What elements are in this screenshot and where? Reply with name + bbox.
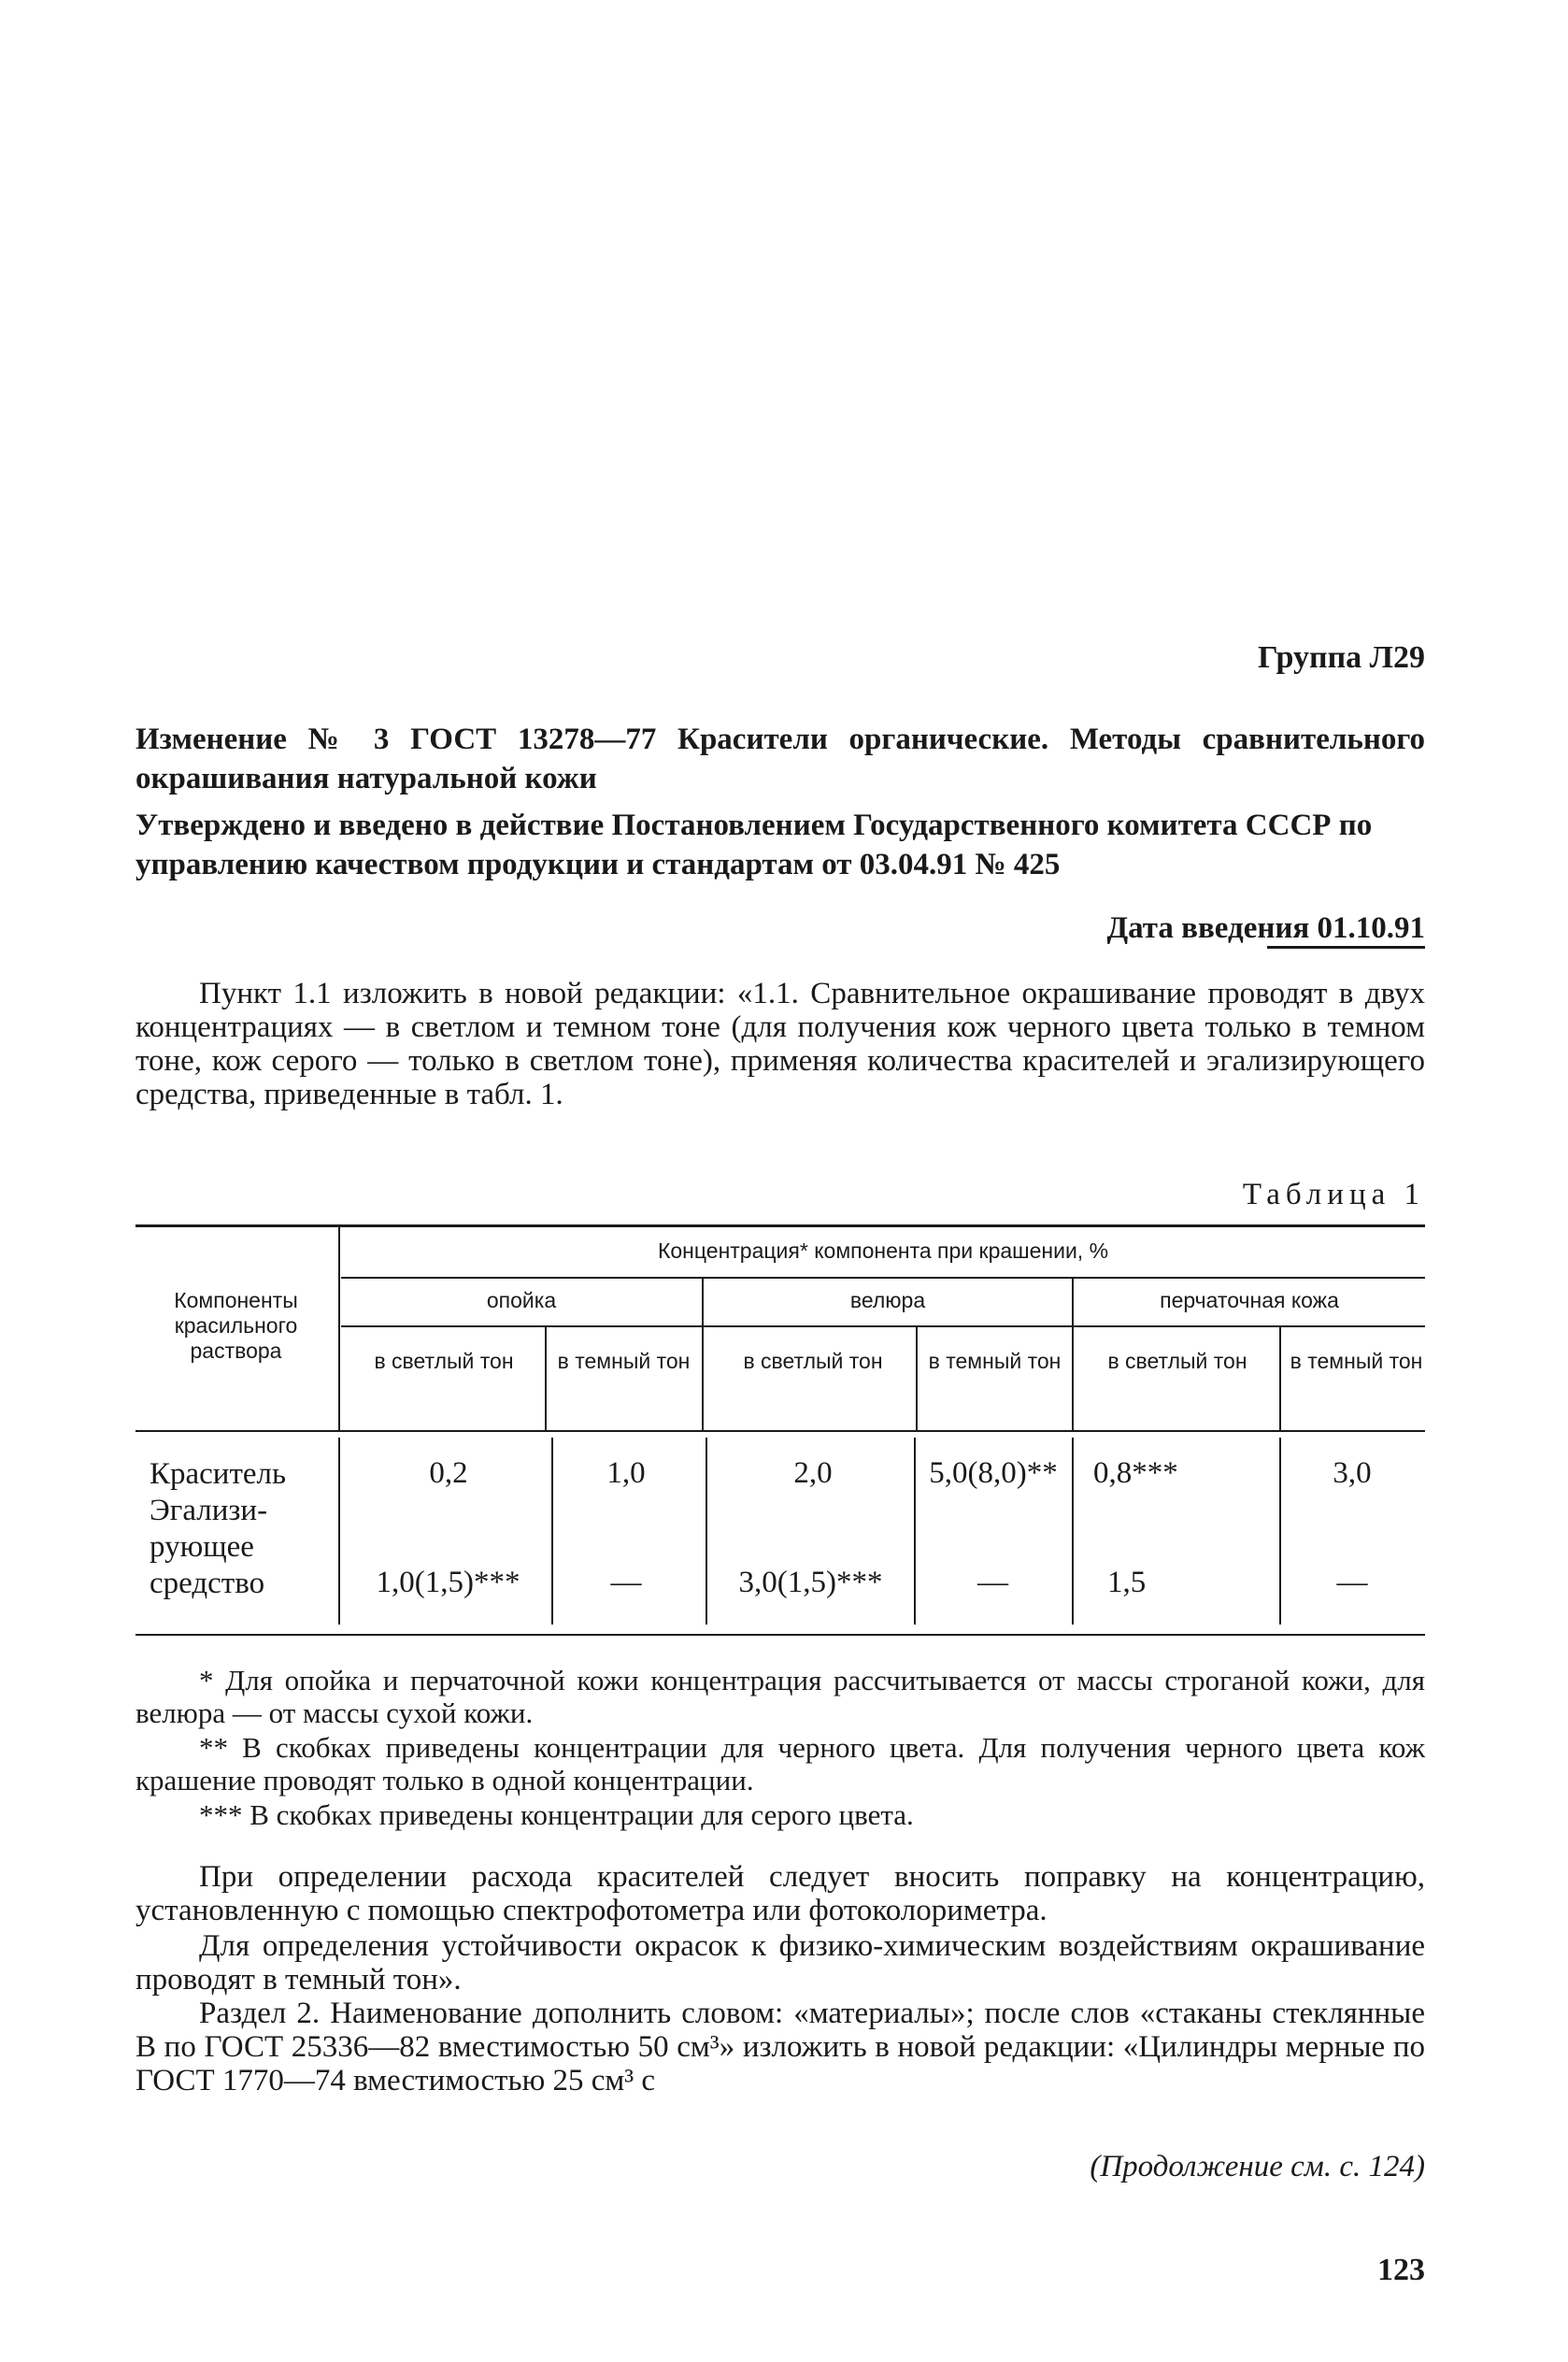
row-leveling-agent-line-3: средство [150,1567,265,1600]
paragraph-section-2: Раздел 2. Наименование дополнить словом: «материалы»; после слов «стаканы стеклянные В по ГОСТ 25336—82 вместимостью 50 см³» изложить в новой редакции: «Цилиндры мерные по ГОСТ 1770—74 вместимостью 25 см³ с [135,1997,1425,2097]
cell-leveling-glove-dark: — [1336,1566,1368,1599]
header-vline-0 [338,1226,340,1430]
cell-leveling-opoyka-dark: — [610,1566,642,1599]
row-leveling-agent-label [150,1493,336,1602]
footnote-2: ** В скобках приведены концентрации для черного цвета. Для получения черного цвета кож крашение проводят только в одной концентрации. [135,1731,1425,1797]
cell-leveling-glove-light: 1,5 [1107,1566,1147,1599]
tone-header-opoyka-dark: в темный тон [557,1349,691,1373]
intro-paragraph: Пункт 1.1 изложить в новой редакции: «1.1. Сравнительное окрашивание проводят в двух концентрациях — в светлом и темном тоне (для получения кож черного цвета только в темном тоне, кож серого — только в светлом тоне), применяя количества красителей и эгализирующего средства, приведенные в табл. 1. [135,977,1425,1111]
cell-dye-glove-light: 0,8*** [1093,1456,1178,1490]
footnote-3: *** В скобках приведены концентрации для серого цвета. [199,1798,914,1831]
cell-dye-opoyka-light: 0,2 [429,1456,468,1490]
material-header-opoyka: опойка [486,1288,557,1312]
cell-dye-velyur-dark: 5,0(8,0)** [929,1456,1058,1490]
body-vline-0 [338,1438,340,1625]
material-header-velyur: велюра [849,1288,926,1312]
date-label: Дата введения [1106,911,1318,945]
approval-statement: Утверждено и введено в действие Постановлением Государственного комитета СССР по управлению качеством продукции и стандартам от 03.04.91 № 425 [135,809,1373,881]
body-vline-2 [706,1438,707,1625]
introduction-date [1028,911,1425,946]
row-header-cell: Компоненты красильного раствора [174,1288,298,1363]
tone-header-velyur-dark: в темный тон [928,1349,1062,1373]
table-bottom-rule [135,1634,1425,1636]
row-leveling-agent-line-1: Эгализи- [150,1494,268,1527]
paragraph-consumption: При определении расхода красителей следует вносить поправку на концентрацию, установленную с помощью спектрофотометра или фотоколориметра. [135,1860,1425,1927]
body-vline-5 [1279,1438,1281,1625]
page-number: 123 [1377,2253,1425,2287]
cell-leveling-opoyka-light: 1,0(1,5)*** [376,1566,520,1599]
table-caption: Таблица 1 [1242,1178,1425,1211]
tone-header-opoyka-light: в светлый тон [374,1349,514,1373]
tone-header-velyur-light: в светлый тон [743,1349,883,1373]
material-header-glove-leather: перчаточная кожа [1160,1288,1339,1312]
tone-header-glove-light: в светлый тон [1107,1349,1247,1373]
date-underline [1267,946,1425,949]
header-vline-1 [545,1325,547,1430]
table-top-rule [135,1224,1425,1227]
cell-dye-glove-dark: 3,0 [1333,1456,1372,1490]
row-dye-label: Краситель [150,1457,287,1491]
header-bottom-rule [135,1430,1425,1432]
cell-leveling-velyur-dark: — [977,1566,1008,1599]
continuation-note: (Продолжение см. с. 124) [1090,2150,1425,2183]
date-value: 01.10.91 [1317,911,1425,945]
cell-dye-velyur-light: 2,0 [793,1456,833,1490]
cell-leveling-velyur-light: 3,0(1,5)*** [738,1566,883,1599]
group-code: Группа Л29 [1258,640,1425,675]
material-header-rule [341,1325,1425,1327]
header-vline-5 [1279,1325,1281,1430]
group-header-cell: Концентрация* компонента при крашении, % [657,1238,1109,1263]
amendment-title: Изменение № 3 ГОСТ 13278—77 Красители органические. Методы сравнительного окрашивания натуральной кожи [135,723,1425,795]
group-header-rule [341,1277,1425,1279]
header-vline-3 [916,1325,918,1430]
tone-header-glove-dark: в темный тон [1290,1349,1423,1373]
paragraph-fastness: Для определения устойчивости окрасок к физико-химическим воздействиям окрашивание проводят в темный тон». [135,1929,1425,1997]
row-leveling-agent-line-2: рующее [150,1530,254,1564]
body-vline-1 [551,1438,553,1625]
cell-dye-opoyka-dark: 1,0 [606,1456,646,1490]
footnote-1: * Для опойка и перчаточной кожи концентрация рассчитывается от массы строганой кожи, для велюра — от массы сухой кожи. [135,1664,1425,1729]
